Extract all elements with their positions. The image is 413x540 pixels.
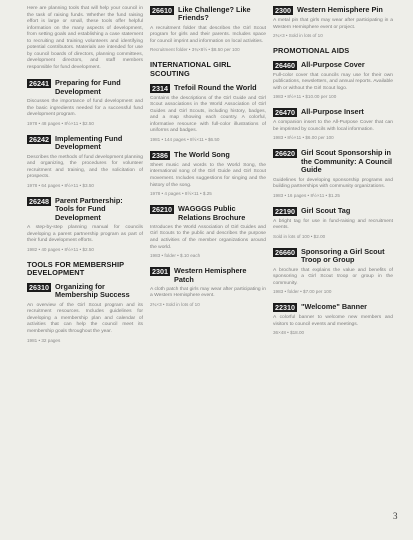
item-title: Western Hemisphere Pin	[297, 5, 383, 14]
item-meta: 1983 • folder • $7.00 per 100	[273, 289, 332, 295]
catalog-entry	[27, 135, 143, 189]
item-code: 26242	[29, 134, 49, 144]
item-meta: 1983 • folder • $.10 each	[150, 253, 201, 259]
item-description: A brochure that explains the value and benefits of sponsoring a Girl Scout troop or group in the community.	[273, 267, 393, 286]
item-code: 2300	[275, 6, 291, 15]
item-meta: 1978 • 64 pages • 8½×11 • $3.50	[27, 182, 94, 188]
item-title: Sponsoring a Girl Scout Troop or Group	[301, 246, 385, 265]
catalog-entry	[150, 205, 266, 259]
item-title: WAGGGS Public Relations Brochure	[178, 204, 246, 222]
column-right	[273, 6, 393, 344]
item-code: 26210	[152, 205, 172, 215]
item-code: 26620	[275, 149, 295, 159]
catalog-entry	[27, 197, 143, 253]
item-code: 26610	[152, 6, 172, 15]
item-title: Implementing Fund Development	[55, 133, 123, 152]
catalog-entry	[273, 61, 393, 101]
item-description: A recruitment folder that describes the Girl Scout program for girls and their parents. Includes space for council imprint and information on local activities.	[150, 25, 266, 44]
item-description: A bright tag for use in fund-raising and recruitment events.	[273, 218, 393, 231]
catalog-entry	[273, 303, 393, 336]
section-heading: TOOLS FOR MEMBERSHIP DEVELOPMENT	[27, 259, 124, 278]
item-description: A step-by-step planning manual for councils developing a parent partnership program as part of their fund development efforts.	[27, 225, 143, 244]
item-title: "Welcome" Banner	[301, 302, 367, 312]
item-meta: 1978 • 48 pages • 8½×11 • $2.50	[27, 120, 94, 126]
item-code: 26248	[29, 196, 49, 206]
item-title: All-Purpose Insert	[301, 107, 364, 117]
item-title: Girl Scout Sponsorship in the Community: A Council Guide	[301, 148, 393, 175]
item-code: 26660	[275, 247, 295, 257]
item-title: Organizing for Membership Success	[55, 281, 130, 300]
item-meta: Sold in lots of 100 • $2.00	[273, 233, 326, 239]
item-description: Full-color cover that councils may use for their own publications, newsletters, and annual reports. Available with or without the Girl Scout logo.	[273, 72, 393, 91]
item-title: Preparing for Fund Development	[55, 78, 121, 96]
item-description: Introduces the World Association of Girl Guides and Girl Scouts to the public and describes the purpose and activities of the member organizations around the world.	[150, 224, 266, 250]
item-title: Like Challenge? Like Friends?	[178, 5, 251, 23]
section-heading: INTERNATIONAL GIRL SCOUTING	[150, 60, 232, 79]
item-description: A cloth patch that girls may wear after participating in a Western Hemisphere event.	[150, 286, 266, 299]
catalog-entry	[273, 248, 393, 295]
item-description: Sheet music and words to the World Song, the international song of the Girl Guide and Girl Scout movement. Includes suggestions for singing and the history of the song.	[150, 162, 266, 188]
catalog-entry	[27, 79, 143, 126]
catalog-entry	[150, 151, 266, 197]
item-code: 2386	[152, 150, 168, 160]
item-title: Trefoil Round the World	[174, 82, 257, 92]
item-description: A colorful banner to welcome new members and visitors to council events and meetings.	[273, 315, 393, 327]
item-code: 26310	[29, 282, 49, 292]
item-title: The World Song	[174, 149, 230, 159]
item-code: 26470	[275, 108, 295, 118]
item-description: A companion insert to the All-Purpose Cover that can be imprinted by councils with local information.	[273, 120, 393, 132]
item-description: Guidelines for developing sponsorship programs and building partnerships with community organizations.	[273, 177, 393, 190]
column-left	[27, 6, 143, 352]
item-code: 22310	[275, 303, 295, 313]
catalog-entry	[273, 207, 393, 240]
catalog-entry	[273, 108, 393, 141]
catalog-entry	[150, 267, 266, 308]
item-title: Parent Partnership: Tools for Fund Development	[55, 195, 123, 222]
section-heading: PROMOTIONAL AIDS	[273, 46, 350, 56]
catalog-entry	[150, 84, 266, 143]
item-meta: 2¾×3 • Sold in lots of 10	[273, 33, 323, 39]
item-meta: 1983 • 16 pages • 8½×11 • $1.25	[273, 192, 340, 198]
item-description: Describes the methods of fund development planning and organizing, the procedures for volunteer recruitment and training, and the solicitation of prospects.	[27, 154, 143, 180]
item-meta: Recruitment folder • 3¾×8½ • $8.50 per 100	[150, 47, 240, 53]
item-code: 26460	[275, 60, 295, 70]
item-code: 2314	[152, 83, 168, 93]
item-code: 26241	[29, 79, 49, 89]
catalog-entry	[273, 6, 393, 39]
item-description: A metal pin that girls may wear after participating in a Western Hemisphere event or project.	[273, 18, 393, 30]
item-meta: 1983 • 8½×11 • $6.00 per 100	[273, 135, 334, 141]
item-meta: 1981 • 144 pages • 8½×11 • $6.50	[150, 136, 220, 142]
item-description: Discusses the importance of fund development and the basic ingredients needed for a successful fund development program.	[27, 99, 143, 118]
item-meta: 1983 • 8½×11 • $10.00 per 100	[273, 94, 337, 100]
column-middle	[150, 6, 266, 316]
page-number: 3	[393, 511, 398, 521]
catalog-entry	[27, 283, 143, 344]
catalog-entry	[150, 6, 266, 53]
item-description: Contains the descriptions of the Girl Guide and Girl Scout associations in the World Association of Girl Guides and Girl Scouts, including history, badges, and a map showing each country. A colorful, informative resource with full-color illustrations of uniforms and badges.	[150, 95, 266, 134]
item-meta: 1982 • 40 pages • 8½×11 • $2.50	[27, 246, 94, 252]
item-code: 2301	[152, 267, 168, 277]
item-meta: 2¾×3 • Sold in lots of 10	[150, 302, 200, 308]
intro-paragraph: Here are planning tools that will help your council in the task of raising funds. Whether the fund raising effort is large or small, these tools offer helpful information on the many aspects of development, from setting goals and establishing a case statement to recruiting and training volunteers and identifying potential contributors. Materials are intended for use by council boards of directors, planning committees, development directors, and staff members responsible for fund development.	[27, 6, 143, 70]
item-meta: 36×48 • $18.00	[273, 330, 305, 336]
item-code: 22190	[275, 206, 295, 216]
item-meta: 1978 • 4 pages • 8½×11 • $.25	[150, 191, 212, 197]
item-title: All-Purpose Cover	[301, 59, 365, 69]
item-description: An overview of the Girl Scout program and its recruitment resources. Includes guidelines for developing a membership plan and calendar of activities that can help the council meet its membership goals throughout the year.	[27, 302, 143, 334]
item-title: Western Hemisphere Patch	[174, 266, 247, 284]
item-meta: 1981 • 32 pages	[27, 337, 61, 343]
item-title: Girl Scout Tag	[301, 205, 351, 215]
catalog-entry	[273, 149, 393, 198]
